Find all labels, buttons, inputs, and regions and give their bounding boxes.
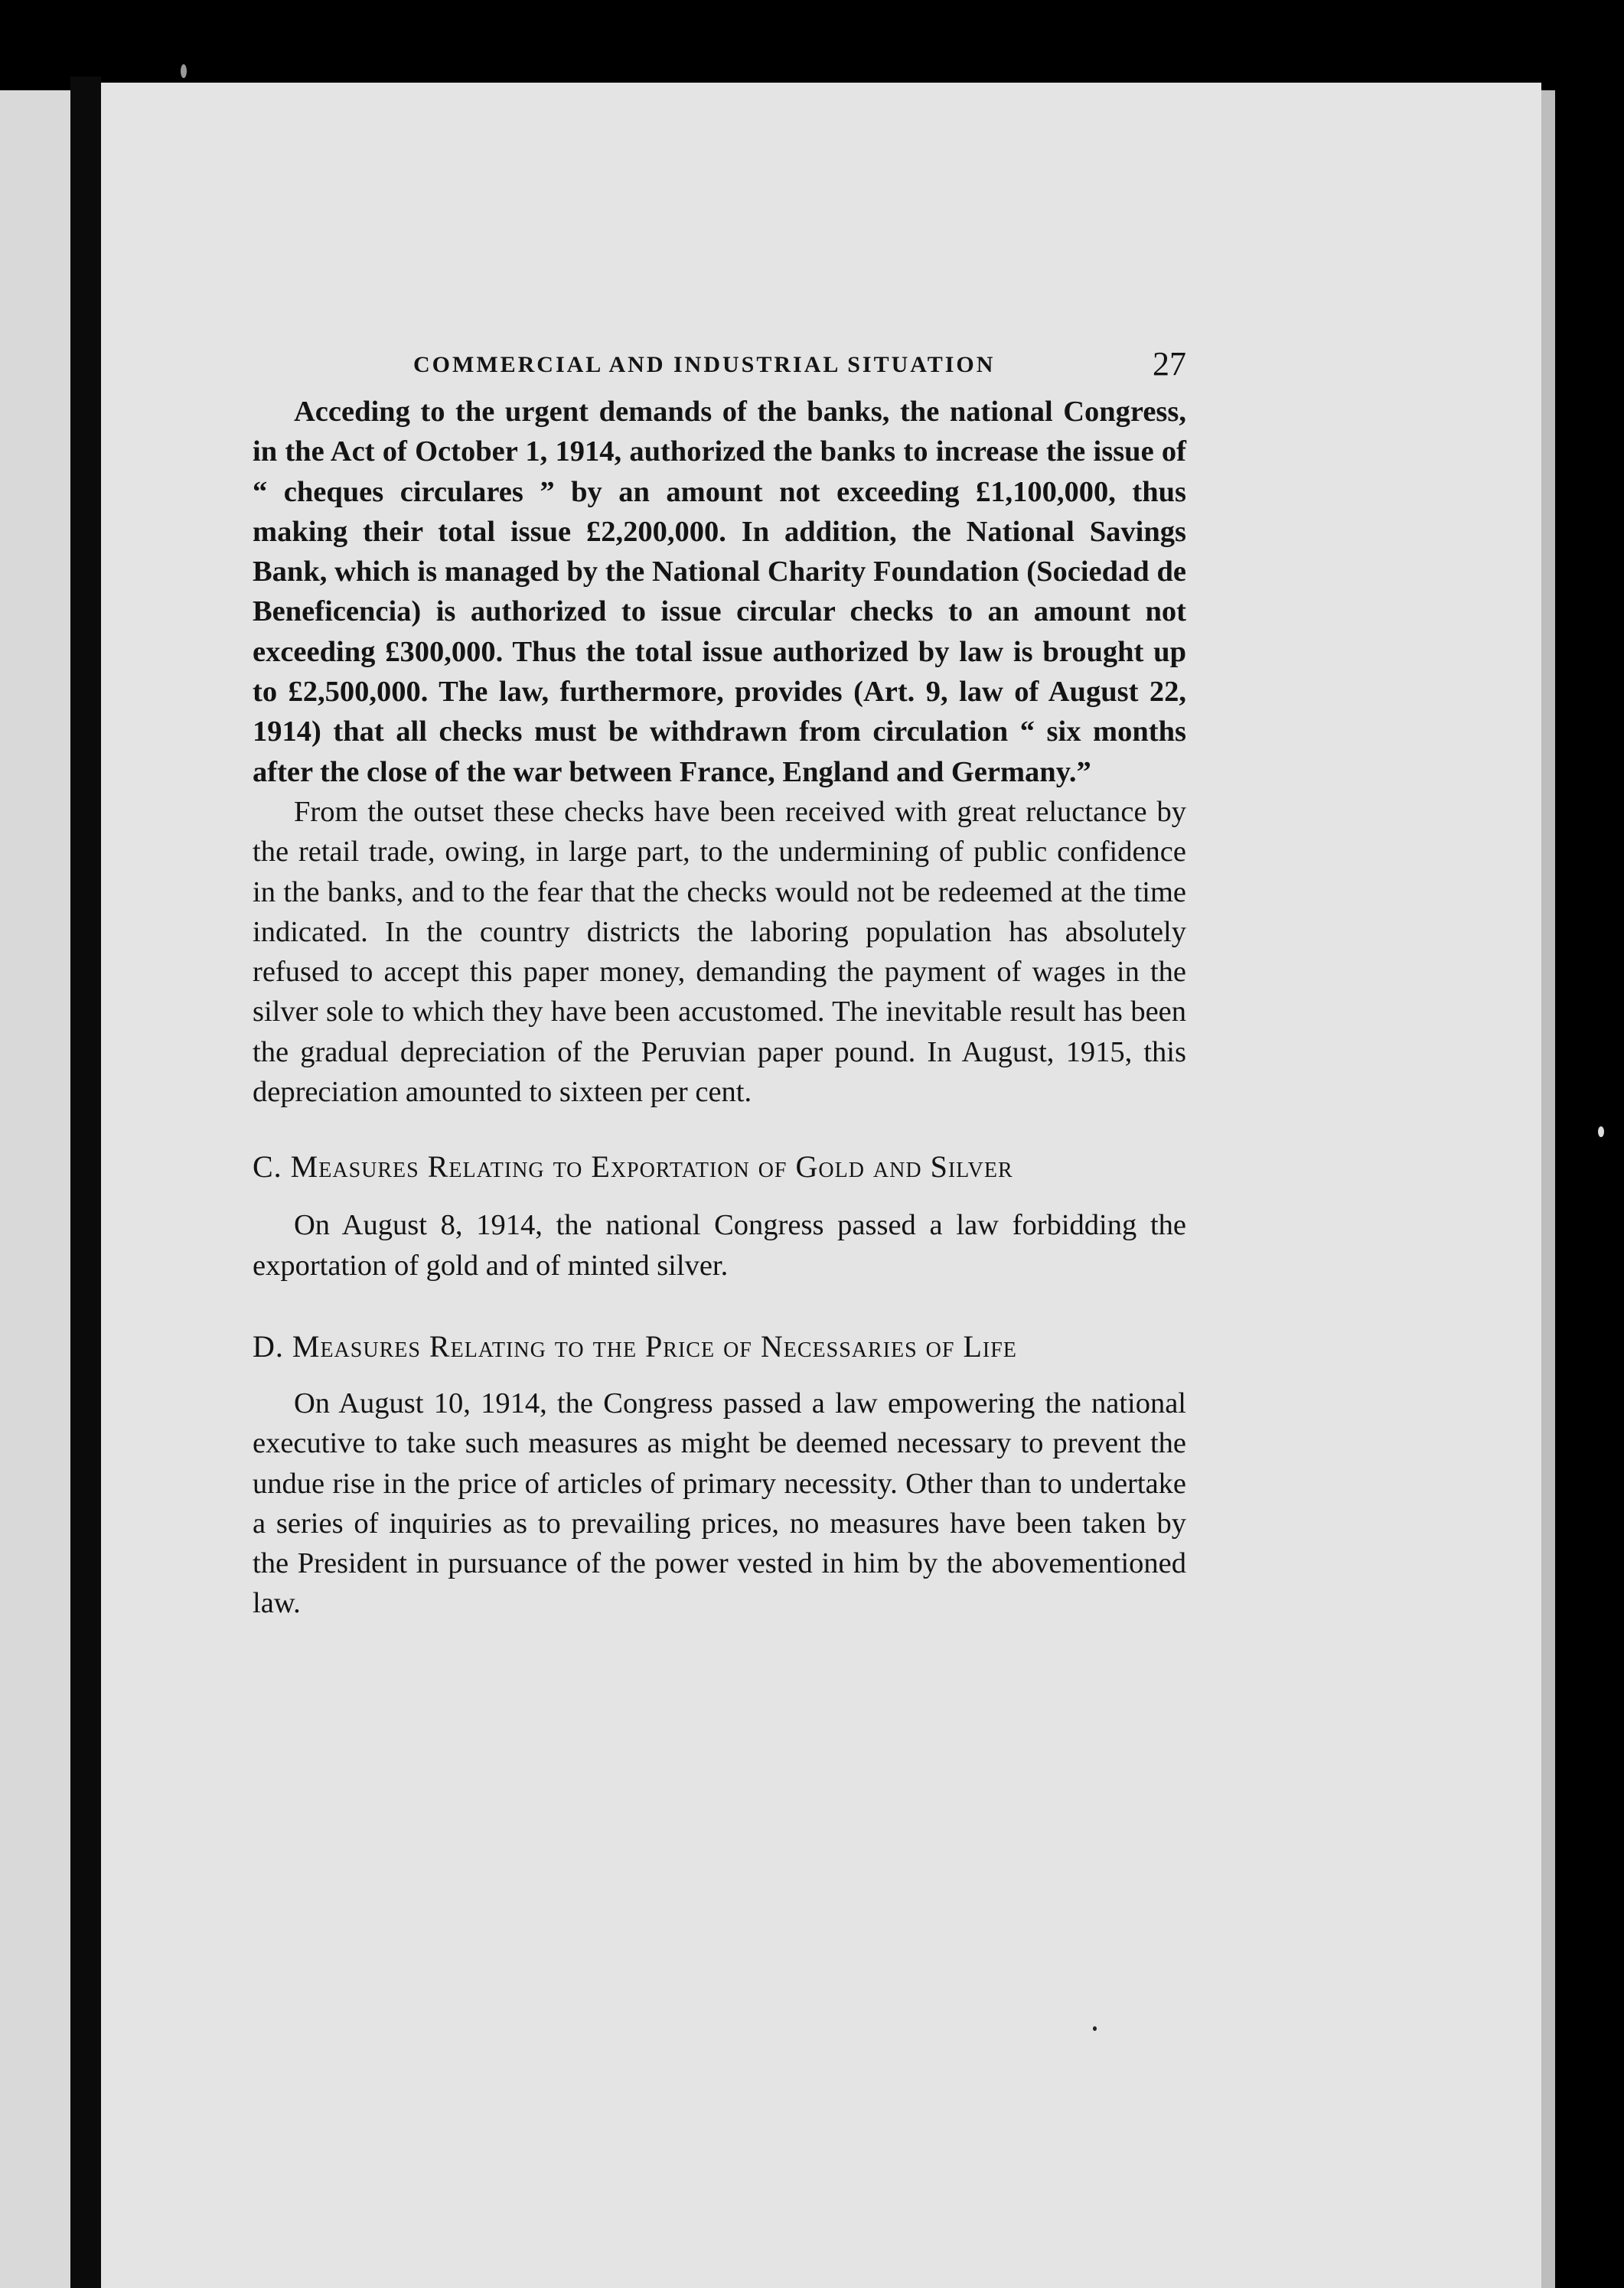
running-head-title: COMMERCIAL AND INDUSTRIAL SITUATION <box>413 352 996 377</box>
page-number: 27 <box>1153 345 1186 383</box>
facing-page-edge <box>0 90 70 2288</box>
running-head <box>253 341 1186 387</box>
ink-speck <box>1598 1126 1604 1137</box>
paragraph-2: From the outset these checks have been received with great reluctance by the retail trade, owing, in large part, to the undermining of public confidence in the banks, and to the fear that the checks would not be redeemed at the time indicated. In the country districts the laboring population has absolutely refused to accept this paper money, demanding the payment of wages in the silver sole to which they have been accustomed. The inevitable result has been the gradual depreciation of the Peruvian paper pound. In August, 1915, this depreciation amounted to sixteen per cent. <box>253 795 1186 1109</box>
section-heading-d: D. Measures Relating to the Price of Necessaries of Life <box>253 1328 1017 1364</box>
ink-speck <box>1093 2026 1097 2031</box>
ink-speck <box>181 64 187 78</box>
section-heading-c: C. Measures Relating to Exportation of Gold and Silver <box>253 1149 1013 1185</box>
page-text <box>253 341 1186 1624</box>
section-c-paragraph: On August 8, 1914, the national Congress passed a law forbidding the exportation of gold and of minted silver. <box>253 1209 1186 1282</box>
paragraph-1: Acceding to the urgent demands of the banks, the national Congress, in the Act of October 1, 1914, authorized the banks to increase the issue of “ cheques circulares ” by an amount not exceeding £1,100,000, thus making their total issue £2,200,000. In addition, the National Savings Bank, which is managed by the National Charity Foundation (Sociedad de Beneficencia) is authorized to issue circular checks to an amount not exceeding £300,000. Thus the total issue authorized by law is brought up to £2,500,000. The law, furthermore, provides (Art. 9, law of August 22, 1914) that all checks must be withdrawn from circulation “ six months after the close of the war between France, England and Germany.” <box>253 396 1186 788</box>
book-gutter <box>70 77 101 2288</box>
page-edge-shadow <box>1541 90 1555 2288</box>
section-d-paragraph: On August 10, 1914, the Congress passed a law empowering the national executive to take such measures as might be deemed necessary to prevent the undue rise in the price of articles of primary necessity. Other than to undertake a series of inquiries as to prevailing prices, no measures have been taken by the President in pursuance of the power vested in him by the abovementioned law. <box>253 1387 1186 1620</box>
